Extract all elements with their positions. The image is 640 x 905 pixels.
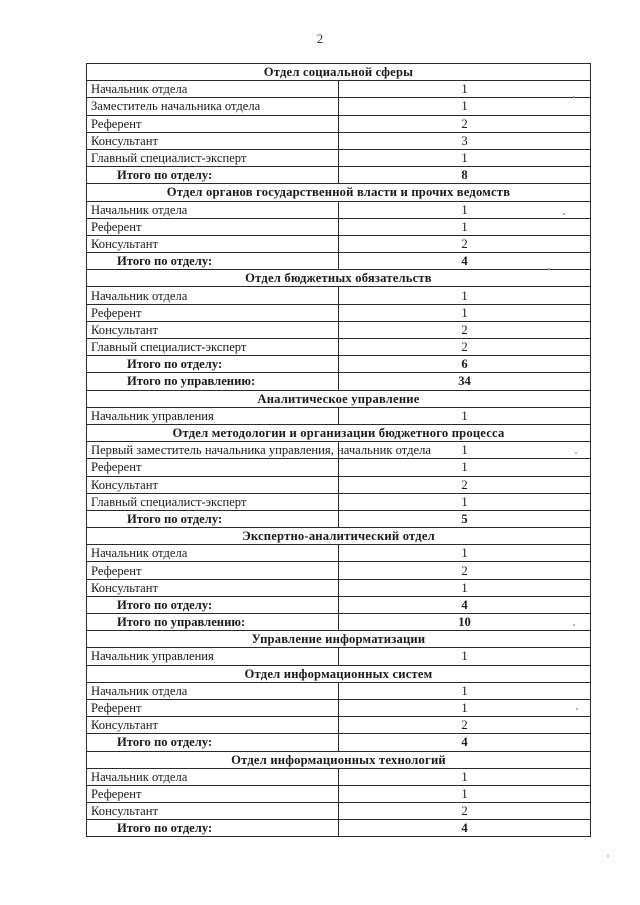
scan-speck <box>575 452 577 454</box>
position-row <box>87 98 591 115</box>
position-row <box>87 81 591 98</box>
position-count: 1 <box>339 545 591 562</box>
position-count: 1 <box>339 699 591 716</box>
scan-speck <box>573 96 575 98</box>
total-count: 34 <box>339 373 591 390</box>
section-title: Отдел социальной сферы <box>87 64 591 81</box>
position-count: 2 <box>339 476 591 493</box>
position-count: 1 <box>339 81 591 98</box>
section-header-row <box>87 64 591 81</box>
position-row <box>87 768 591 785</box>
position-count: 2 <box>339 717 591 734</box>
position-title: Заместитель начальника отдела <box>87 98 339 115</box>
position-row <box>87 132 591 149</box>
position-title: Главный специалист-эксперт <box>87 339 339 356</box>
position-title: Первый заместитель начальника управления, начальник отдела <box>87 442 339 459</box>
position-title: Начальник управления <box>87 407 339 424</box>
position-count: 1 <box>339 493 591 510</box>
total-label: Итого по отделу: <box>87 253 339 270</box>
section-header-row <box>87 751 591 768</box>
position-row <box>87 459 591 476</box>
total-label: Итого по управлению: <box>87 373 339 390</box>
position-count: 1 <box>339 768 591 785</box>
total-label: Итого по отделу: <box>87 820 339 837</box>
position-title: Начальник отдела <box>87 201 339 218</box>
position-row <box>87 218 591 235</box>
total-row <box>87 820 591 837</box>
total-row <box>87 167 591 184</box>
total-row <box>87 614 591 631</box>
position-count: 2 <box>339 339 591 356</box>
position-count: 1 <box>339 648 591 665</box>
total-count: 6 <box>339 356 591 373</box>
position-row <box>87 339 591 356</box>
position-title: Начальник отдела <box>87 545 339 562</box>
total-label: Итого по отделу: <box>87 510 339 527</box>
section-title: Управление информатизации <box>87 631 591 648</box>
section-header-row <box>87 424 591 441</box>
position-count: 1 <box>339 201 591 218</box>
scan-speck <box>607 855 609 857</box>
section-title: Отдел методологии и организации бюджетного процесса <box>87 424 591 441</box>
position-row <box>87 803 591 820</box>
position-title: Консультант <box>87 579 339 596</box>
total-row <box>87 510 591 527</box>
position-title: Консультант <box>87 235 339 252</box>
position-count: 1 <box>339 579 591 596</box>
position-row <box>87 321 591 338</box>
position-count: 1 <box>339 407 591 424</box>
position-row <box>87 476 591 493</box>
position-title: Референт <box>87 218 339 235</box>
position-count: 1 <box>339 442 591 459</box>
position-title: Начальник отдела <box>87 81 339 98</box>
total-count: 5 <box>339 510 591 527</box>
position-title: Референт <box>87 785 339 802</box>
position-row <box>87 579 591 596</box>
position-count: 1 <box>339 287 591 304</box>
position-row <box>87 115 591 132</box>
position-count: 1 <box>339 218 591 235</box>
total-row <box>87 253 591 270</box>
scan-speck <box>576 708 578 710</box>
section-header-row <box>87 631 591 648</box>
section-title: Отдел информационных систем <box>87 665 591 682</box>
total-count: 4 <box>339 820 591 837</box>
position-title: Консультант <box>87 803 339 820</box>
total-count: 8 <box>339 167 591 184</box>
position-title: Референт <box>87 304 339 321</box>
scan-speck <box>548 268 550 270</box>
position-count: 1 <box>339 682 591 699</box>
staffing-table <box>86 63 591 837</box>
total-label: Итого по отделу: <box>87 734 339 751</box>
position-count: 2 <box>339 321 591 338</box>
position-title: Главный специалист-эксперт <box>87 493 339 510</box>
section-header-row <box>87 270 591 287</box>
section-header-row <box>87 390 591 407</box>
total-row <box>87 596 591 613</box>
position-title: Референт <box>87 115 339 132</box>
position-row <box>87 149 591 166</box>
position-title: Начальник отдела <box>87 287 339 304</box>
position-row <box>87 699 591 716</box>
position-row <box>87 287 591 304</box>
position-count: 1 <box>339 149 591 166</box>
position-row <box>87 304 591 321</box>
position-title: Референт <box>87 459 339 476</box>
total-count: 4 <box>339 596 591 613</box>
total-label: Итого по отделу: <box>87 596 339 613</box>
position-row <box>87 201 591 218</box>
scan-speck <box>563 213 565 215</box>
position-row <box>87 682 591 699</box>
position-count: 2 <box>339 803 591 820</box>
position-row <box>87 648 591 665</box>
position-row <box>87 442 591 459</box>
position-title: Начальник отдела <box>87 768 339 785</box>
staffing-table-body <box>87 64 591 837</box>
section-title: Отдел органов государственной власти и прочих ведомств <box>87 184 591 201</box>
position-count: 2 <box>339 115 591 132</box>
position-title: Консультант <box>87 321 339 338</box>
position-title: Начальник отдела <box>87 682 339 699</box>
position-title: Консультант <box>87 476 339 493</box>
position-row <box>87 407 591 424</box>
position-row <box>87 493 591 510</box>
section-header-row <box>87 528 591 545</box>
position-count: 1 <box>339 98 591 115</box>
section-title: Отдел информационных технологий <box>87 751 591 768</box>
total-label: Итого по отделу: <box>87 167 339 184</box>
position-count: 3 <box>339 132 591 149</box>
position-title: Референт <box>87 699 339 716</box>
total-count: 4 <box>339 734 591 751</box>
position-row <box>87 717 591 734</box>
position-count: 1 <box>339 304 591 321</box>
position-title: Главный специалист-эксперт <box>87 149 339 166</box>
total-count: 10 <box>339 614 591 631</box>
position-title: Референт <box>87 562 339 579</box>
section-header-row <box>87 184 591 201</box>
position-row <box>87 562 591 579</box>
section-title: Экспертно-аналитический отдел <box>87 528 591 545</box>
page-number: 2 <box>316 31 324 46</box>
section-header-row <box>87 665 591 682</box>
position-title: Начальник управления <box>87 648 339 665</box>
position-title: Консультант <box>87 132 339 149</box>
total-count: 4 <box>339 253 591 270</box>
total-row <box>87 373 591 390</box>
position-row <box>87 235 591 252</box>
position-row <box>87 545 591 562</box>
total-row <box>87 734 591 751</box>
section-title: Аналитическое управление <box>87 390 591 407</box>
total-label: Итого по отделу: <box>87 356 339 373</box>
position-count: 2 <box>339 562 591 579</box>
scan-speck <box>573 624 575 626</box>
position-count: 1 <box>339 459 591 476</box>
total-label: Итого по управлению: <box>87 614 339 631</box>
position-row <box>87 785 591 802</box>
position-title: Консультант <box>87 717 339 734</box>
total-row <box>87 356 591 373</box>
position-count: 1 <box>339 785 591 802</box>
section-title: Отдел бюджетных обязательств <box>87 270 591 287</box>
position-count: 2 <box>339 235 591 252</box>
